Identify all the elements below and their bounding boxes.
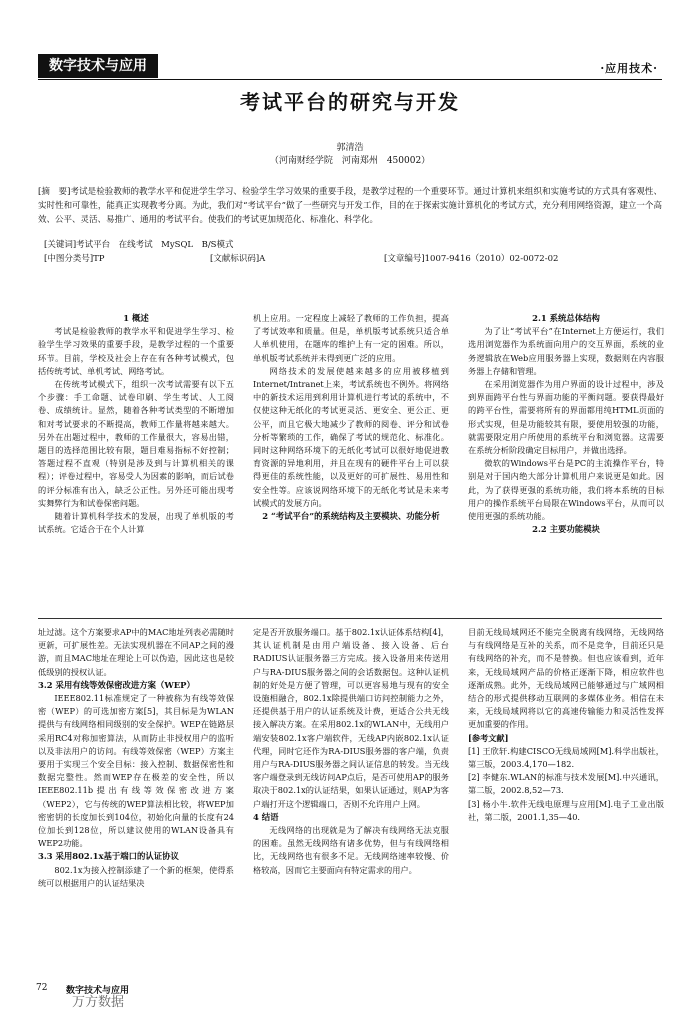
affiliation: （河南财经学院 河南郑州 450002） <box>269 156 431 166</box>
section-heading: 2.2 主要功能模块 <box>532 524 600 535</box>
section-heading: 1 概述 <box>123 313 149 323</box>
column-3 <box>468 312 664 536</box>
reference-item: [3] 杨小牛.软件无线电原理与应用[M].电子工业出版社，第二版，2001.1,35—40. <box>468 798 664 822</box>
reference-item: [2] 李健东.WLAN的标准与技术发展[M].中兴通讯，第二版，2002.8,52—73. <box>468 772 664 796</box>
paragraph: 考试是检验教师的教学水平和促进学生学习、检验学生学习效果的重要手段，是教学过程的一个重要环节。目前，学校及社会上存在有各种考试模式，包括传统考试、单机考试、网络考试。 <box>38 326 234 376</box>
section-heading: 2 “考试平台”的系统结构及主要模块、功能分析 <box>262 511 440 522</box>
abstract: [摘 要]考试是检验教师的教学水平和促进学生学习、检验学生学习效果的重要手段，是教学过程的一个重要环节。通过计算机来组织和实施考试的方式具有客观性、实时性和可靠性，能真正实现教考分离。为此，我们对“考试平台”做了一些研究与开发工作，目的在于探索实施计算机化的考试方式，充分利用网络资源，建立一个高效、公平、灵活、易推广、通用的考试平台。使我们的考试更加规范化、标准化、科学化。 <box>38 187 662 225</box>
references-title: [参考文献] <box>468 732 509 743</box>
watermark: 万方数据 <box>72 995 125 1010</box>
column-5 <box>253 626 449 877</box>
section-tag: ·应用技术· <box>600 62 658 75</box>
paragraph: 802.1x为接入控制添建了一个新的框架，使得系统可以根据用户的认证结果决 <box>38 864 234 888</box>
paragraph: 为了让“考试平台”在Internet上方便运行，我们选用浏览器作为系统面向用户的交互界面，系统的业务逻辑放在Web应用服务器上实现，数据则在内容服务器上存储和管理。 <box>468 326 664 376</box>
paragraph: IEEE802.11标准规定了一种被称为有线等效保密（WEP）的可选加密方案[5]，其目标是为WLAN提供与有线网络相同级别的安全保护。WEP在链路层采用RC4对称加密算法，从而防止非授权用户的监听以及非法用户的访问。有线等效保密（WEP）方案主要用于实现三个安全目标：接入控制、数据保密性和数据完整性。然而WEP存在极差的安全性，所以IEEE802.11b提出有线等效保密改进方案（WEP2），它与传统的WEP算法相比较，将WEP加密密钥的长度加长到104位，初始化向量的长度有24位加长到128位，所以建议使用的WLAN设备具有WEP2功能。 <box>38 693 234 849</box>
article-number: [文章编号]1007-9416（2010）02-0072-02 <box>384 254 559 264</box>
paragraph: 机上应用。一定程度上减轻了教师的工作负担，提高了考试效率和质量。但是，单机版考试系统只适合单人单机使用，在题库的维护上有一定的困难。所以，单机版考试系统并未得到更广泛的应用。 <box>253 313 449 363</box>
reference-item: [1] 王欣轩.构建CISCO无线局域网[M].科学出版社，第三版，2003.4,170—182. <box>468 745 664 770</box>
page-number: 72 <box>36 983 48 993</box>
paragraph: 定是否开放服务端口。基于802.1x认证体系结构[4]，其认证机制是由用户端设备、接入设备、后台RADIUS认证服务器三方完成。接入设备用来传送用户与RA-DIUS服务器之间的会话数据包。这种认证机制的好处是方便了管理，可以更容易地与现有的安全设施相融合，802.1x除提供端口访问控制能力之外，还提供基于用户的认证系统及计费，更适合公共无线接入解决方案。在采用802.1x的WLAN中，无线用户端安装802.1x客户端软件，无线AP内嵌802.1x认证代理，同时它还作为RA-DIUS服务器的客户端，负责用户与RA-DIUS服务器之间认证信息的转发。当无线客户端登录到无线访问AP点后，是否可使用AP的服务取决于802.1x的认证结果，如果认证通过，则AP为客户端打开这个逻辑端口，否则不允许用户上网。 <box>253 627 449 809</box>
article-title: 考试平台的研究与开发 <box>240 90 460 114</box>
paragraph: 在传统考试模式下，组织一次考试需要有以下五个步骤：手工命题、试卷印刷、学生考试、人工阅卷、成绩统计。显然，随着各种考试类型的不断增加和对考试要求的不断提高，教师工作量将越来越大。另外在出题过程中，教师的工作量很大，容易出错，题目的选择范围比较有限，题目难易指标不好控制；答题过程不直观（特别是涉及到与计算机相关的课程）；评卷过程中，容易受人为因素的影响，而后试卷的评分标准有出入，缺乏公正性。另外还可能出现考实舞弊行为和试卷保密问题。 <box>38 379 234 508</box>
section-heading: 3.3 采用802.1x基于端口的认证协议 <box>38 851 179 862</box>
column-6 <box>468 626 664 824</box>
footer-journal: 数字技术与应用 <box>66 986 130 996</box>
paragraph: 无线网络的出现就是为了解决有线网络无法克服的困难。虽然无线网络有诸多优势，但与有线网络相比，无线网络也有很多不足。无线网络速率较慢、价格较高，因而它主要面向有特定需求的用户。 <box>253 825 449 875</box>
paragraph: 微软的Windows平台是PC的主流操作平台，特别是对于国内绝大部分计算机用户来说更是如此。因此，为了获得更强的系统功能，我们将本系统的目标用户的操作系统平台局限在Windows平台，从而可以使用更强的系统功能。 <box>468 458 664 522</box>
section-divider <box>38 618 662 619</box>
header-rule <box>38 79 662 80</box>
section-heading: 3.2 采用有线等效保密改进方案（WEP） <box>38 679 195 690</box>
document-code: [文献标识码]A <box>210 254 266 264</box>
classification-number: [中图分类号]TP <box>44 254 105 264</box>
keywords: [关键词]考试平台 在线考试 MySQL B/S模式 <box>44 240 234 250</box>
paragraph: 目前无线局域网还不能完全脱离有线网络，无线网络与有线网络是互补的关系，而不是竞争，目前还只是有线网络的补充，而不是替换。但也应该看到，近年来，无线局域网产品的价格正逐渐下降，相应软件也逐渐成熟。此外，无线局域网已能够通过与广域网相结合的形式提供移动互联网的多媒体业务。相信在未来，无线局域网将以它的高速传输能力和灵活性发挥更加重要的作用。 <box>468 627 664 730</box>
section-heading: 2.1 系统总体结构 <box>532 313 600 323</box>
paragraph: 在采用浏览器作为用户界面的设计过程中，涉及到界面跨平台性与界面功能的平衡问题。要获得最好的跨平台性，需要将所有的界面都用纯HTML页面的形式实现，但是功能较其有限，要使用较强的功能，就需要限定用户所使用的系统平台和浏览器。这需要在系统分析阶段确定目标用户，并做出选择。 <box>468 379 664 456</box>
paragraph: 址过滤。这个方案要求AP中的MAC地址列表必需随时更新，可扩展性差。无法实现机器在不同AP之间的漫游，而且MAC地址在理论上可以伪造，因此这也是较低级别的授权认证。 <box>38 627 234 677</box>
paragraph: 随着计算机科学技术的发展，出现了单机版的考试系统。它适合于在个人计算 <box>38 511 234 535</box>
author: 郭清浩 <box>336 143 364 153</box>
journal-banner: 数字技术与应用 <box>38 54 158 78</box>
paragraph: 网络技术的发展使越来越多的应用被移植到Internet/Intranet上来，考试系统也不例外。将网络中的新技术运用到利用计算机进行考试的系统中，不仅使这种无纸化的考试更灵活、更安全、更公正、更公平，而且它极大地减少了教师的阅卷、评分和试卷分析等繁琐的工作，确保了考试的规范化、标准化。同时这种网络环境下的无纸化考试可以很好地促进教育资源的异地利用，并且在现有的硬件平台上可以获得更佳的系统性能，以及更好的可扩展性、易用性和安全性等。应该说网络环境下的无纸化考试是未来考试模式的发展方向。 <box>253 365 449 508</box>
section-heading: 4 结语 <box>253 811 279 822</box>
column-2 <box>253 312 449 523</box>
column-1 <box>38 312 234 536</box>
column-4 <box>38 626 234 890</box>
